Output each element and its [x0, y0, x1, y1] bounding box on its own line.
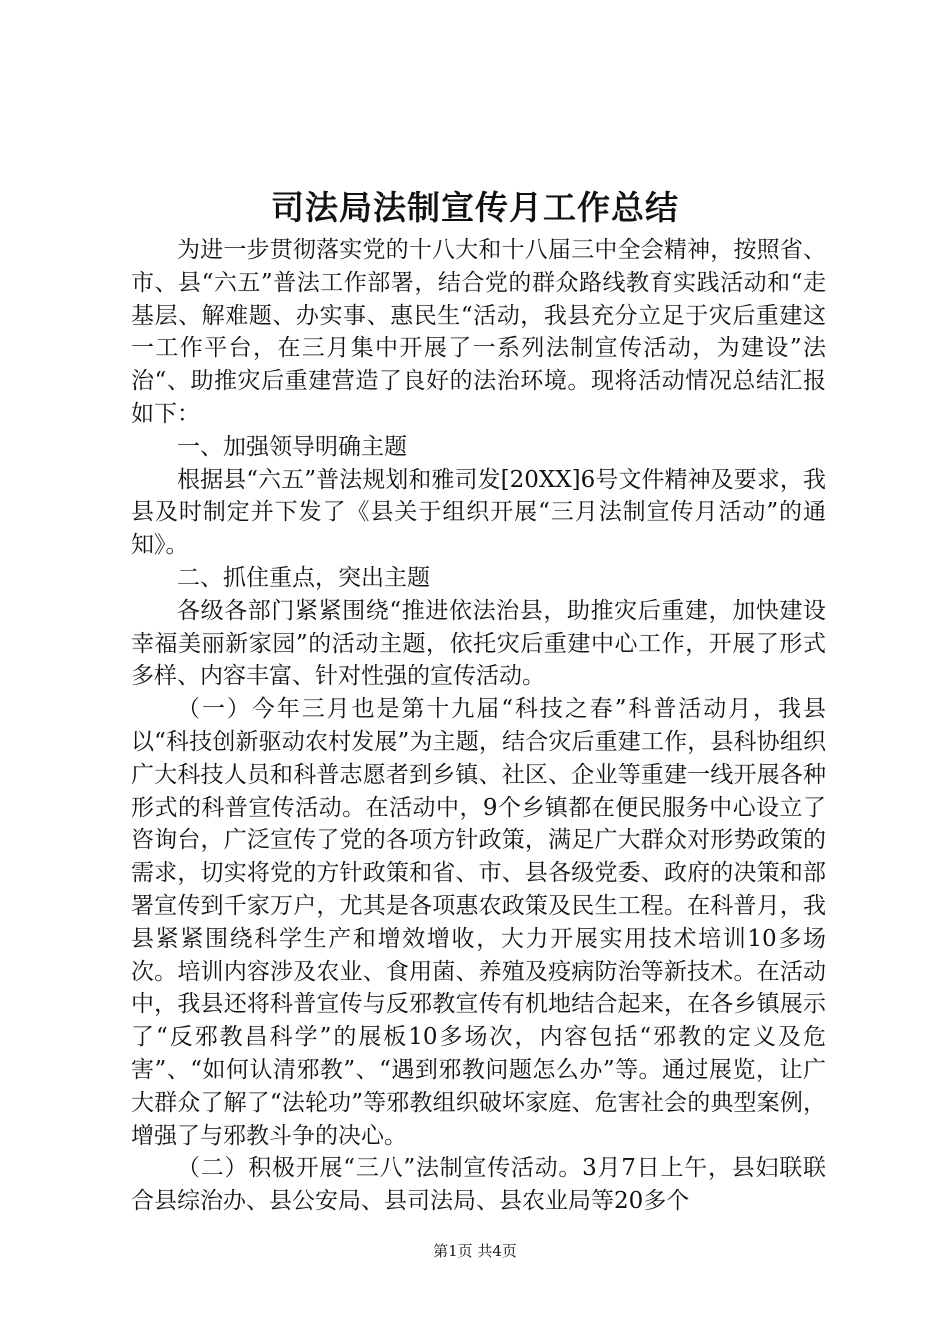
- section-heading-1: 一、加强领导明确主题: [177, 433, 407, 460]
- section-heading-2: 二、抓住重点，突出主题: [177, 564, 430, 591]
- intro-paragraph: 为进一步贯彻落实党的十八大和十八届三中全会精神，按照省、市、县“六五”普法工作部署，结合党的群众路线教育实践活动和“走基层、解难题、办实事、惠民生“活动，我县充分立足于灾后重建这一工作平台，在三月集中开展了一系列法制宣传活动，为建设”法治“、助推灾后重建营造了良好的法治环境。现将活动情况总结汇报如下：: [131, 237, 826, 427]
- document-title: 司法局法制宣传月工作总结: [271, 188, 679, 227]
- section-2-paragraph: 各级各部门紧紧围绕“推进依法治县，助推灾后重建，加快建设幸福美丽新家园”的活动主题，依托灾后重建中心工作，开展了形式多样、内容丰富、针对性强的宣传活动。: [131, 597, 826, 690]
- subsection-2-paragraph: （二）积极开展“三八”法制宣传活动。3月7日上午，县妇联联合县综治办、县公安局、县司法局、县农业局等20多个: [131, 1155, 826, 1215]
- page-footer: 第1页 共4页: [433, 1242, 517, 1260]
- subsection-1-paragraph: （一）今年三月也是第十九届“科技之春”科普活动月，我县以“科技创新驱动农村发展”为主题，结合灾后重建工作，县科协组织广大科技人员和科普志愿者到乡镇、社区、企业等重建一线开展各种形式的科普宣传活动。在活动中，9个乡镇都在便民服务中心设立了咨询台，广泛宣传了党的各项方针政策，满足广大群众对形势政策的需求，切实将党的方针政策和省、市、县各级党委、政府的决策和部署宣传到千家万户，尤其是各项惠农政策及民生工程。在科普月，我县紧紧围绕科学生产和增效增收，大力开展实用技术培训10多场次。培训内容涉及农业、食用菌、养殖及疫病防治等新技术。在活动中，我县还将科普宣传与反邪教宣传有机地结合起来，在各乡镇展示了“反邪教昌科学”的展板10多场次，内容包括“邪教的定义及危害”、“如何认清邪教”、“遇到邪教问题怎么办”等。通过展览，让广大群众了解了“法轮功”等邪教组织破坏家庭、危害社会的典型案例，增强了与邪教斗争的决心。: [131, 696, 826, 1149]
- document-body: [131, 234, 826, 1218]
- section-1-paragraph: 根据县“六五”普法规划和雅司发[20XX]6号文件精神及要求，我县及时制定并下发了《县关于组织开展“三月法制宣传月活动”的通知》。: [131, 466, 826, 559]
